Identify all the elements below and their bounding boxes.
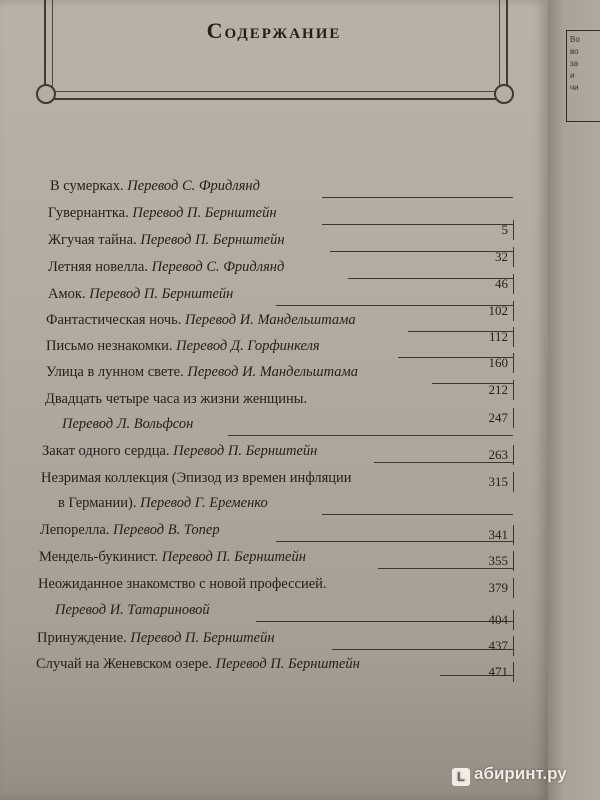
toc-entry-title: Амок.: [48, 286, 90, 302]
toc-entry-translator: Перевод П. Бернштейн: [173, 443, 318, 459]
toc-page-number: 404: [488, 612, 508, 627]
toc-leader-rule: [228, 435, 513, 436]
toc-entry: [38, 576, 327, 593]
toc-page-number: 355: [488, 553, 508, 568]
toc-entry-translator: Перевод С. Фридлянд: [151, 259, 285, 275]
toc-entry-translator: Перевод В. Топер: [113, 522, 220, 538]
toc-entry-translator: Перевод П. Бернштейн: [89, 286, 234, 302]
toc-entry: [37, 630, 275, 647]
toc-entry: [40, 522, 220, 539]
toc-entry-title: Улица в лунном свете.: [46, 364, 188, 380]
toc-entry-translator: Перевод С. Фридлянд: [127, 178, 260, 194]
toc-entry-translator: Перевод И. Мандельштама: [187, 364, 358, 380]
toc-page-number: 341: [488, 527, 508, 542]
toc-entry-title: Письмо незнакомки.: [46, 338, 177, 354]
toc-page-number: 471: [488, 664, 508, 679]
toc-entry: [48, 205, 277, 222]
toc-entry: [36, 656, 360, 673]
toc-page-divider: [513, 380, 514, 400]
toc-entry-translator: Перевод Г. Еременко: [140, 495, 268, 511]
toc-entry-title: Закат одного сердца.: [42, 443, 174, 459]
toc-entry-title: Случай на Женевском озере.: [36, 656, 216, 672]
toc-page-divider: [513, 274, 514, 294]
toc-entry: [46, 364, 358, 381]
toc-entry-title: Фантастическая ночь.: [46, 312, 186, 328]
toc-page-number: 263: [488, 447, 508, 462]
toc-entry: [46, 312, 356, 329]
toc-entry: [41, 470, 352, 487]
toc-entry: [58, 495, 268, 512]
toc-page-number: 5: [501, 222, 508, 237]
toc-page-divider: [513, 525, 514, 545]
toc-page-divider: [513, 247, 514, 267]
toc-page-divider: [513, 445, 514, 465]
toc-entry-translator: Перевод П. Бернштейн: [140, 232, 285, 248]
toc-entry: [42, 443, 317, 460]
toc-entry-title: Летняя новелла.: [48, 259, 152, 275]
toc-page-divider: [513, 408, 514, 428]
toc-entry-translator: Перевод П. Бернштейн: [130, 630, 275, 646]
toc-page-divider: [513, 353, 514, 373]
toc-entry-translator: Перевод Д. Горфинкеля: [176, 338, 320, 354]
toc-entry-translator: Перевод П. Бернштейн: [132, 205, 277, 221]
adjacent-page-text: Во во за и чи: [570, 35, 580, 92]
page-title: Содержание: [206, 18, 342, 43]
toc-entry: [48, 259, 284, 276]
toc-entry-title: Лепорелла.: [40, 522, 114, 538]
toc-entry-title: Двадцать четыре часа из жизни женщины.: [45, 391, 308, 407]
toc-entry-translator: Перевод П. Бернштейн: [161, 549, 306, 565]
watermark-text: абиринт.ру: [474, 764, 567, 783]
toc-entry-title: Незримая коллекция (Эпизод из времен инфляции: [41, 470, 352, 486]
toc-entry: [48, 232, 285, 249]
watermark-logo-icon: L: [452, 768, 470, 786]
toc-page-divider: [513, 220, 514, 240]
toc-entry-translator: Перевод И. Татариновой: [55, 602, 210, 618]
toc-entry: [55, 602, 210, 619]
toc-page-number: 212: [488, 382, 508, 397]
toc-page-divider: [513, 472, 514, 492]
toc-page-number: 46: [495, 276, 508, 291]
toc-page-divider: [513, 610, 514, 630]
toc-page-divider: [513, 301, 514, 321]
toc-entry-title: Принуждение.: [37, 630, 131, 646]
toc-leader-rule: [322, 514, 513, 515]
toc-entry-translator: Перевод Л. Вольфсон: [62, 416, 194, 432]
toc-page-divider: [513, 327, 514, 347]
toc-entry-translator: Перевод И. Мандельштама: [185, 312, 356, 328]
toc-entry: [46, 338, 320, 355]
toc-page-number: 112: [488, 329, 508, 344]
toc-page-divider: [513, 578, 514, 598]
toc-entry: [45, 391, 307, 408]
toc-entry-title: в Германии).: [58, 495, 141, 511]
toc-page-number: 379: [488, 580, 508, 595]
toc-page-divider: [513, 636, 514, 656]
toc-entry: [62, 416, 193, 433]
toc-entry: [39, 549, 306, 566]
toc-entry-title: В сумерках.: [50, 178, 128, 194]
toc-entry-translator: Перевод П. Бернштейн: [215, 656, 360, 672]
toc-page-number: 247: [488, 410, 508, 425]
toc-page-number: 32: [495, 249, 508, 264]
toc-entry-title: Неожиданное знакомство с новой профессией.: [38, 576, 327, 592]
toc-page-number: 102: [488, 303, 508, 318]
site-watermark: [452, 764, 567, 786]
toc-page-number: 160: [488, 355, 508, 370]
toc-entry-title: Жгучая тайна.: [48, 232, 141, 248]
toc-page-number: 437: [488, 638, 508, 653]
toc-entry: [48, 286, 233, 303]
toc-entry-title: Гувернантка.: [48, 205, 133, 221]
toc-entry-title: Мендель-букинист.: [39, 549, 162, 565]
toc-page-divider: [513, 551, 514, 571]
toc-page-divider: [513, 662, 514, 682]
toc-entry: [50, 178, 260, 195]
toc-leader-rule: [322, 197, 513, 198]
toc-page-number: 315: [488, 474, 508, 489]
